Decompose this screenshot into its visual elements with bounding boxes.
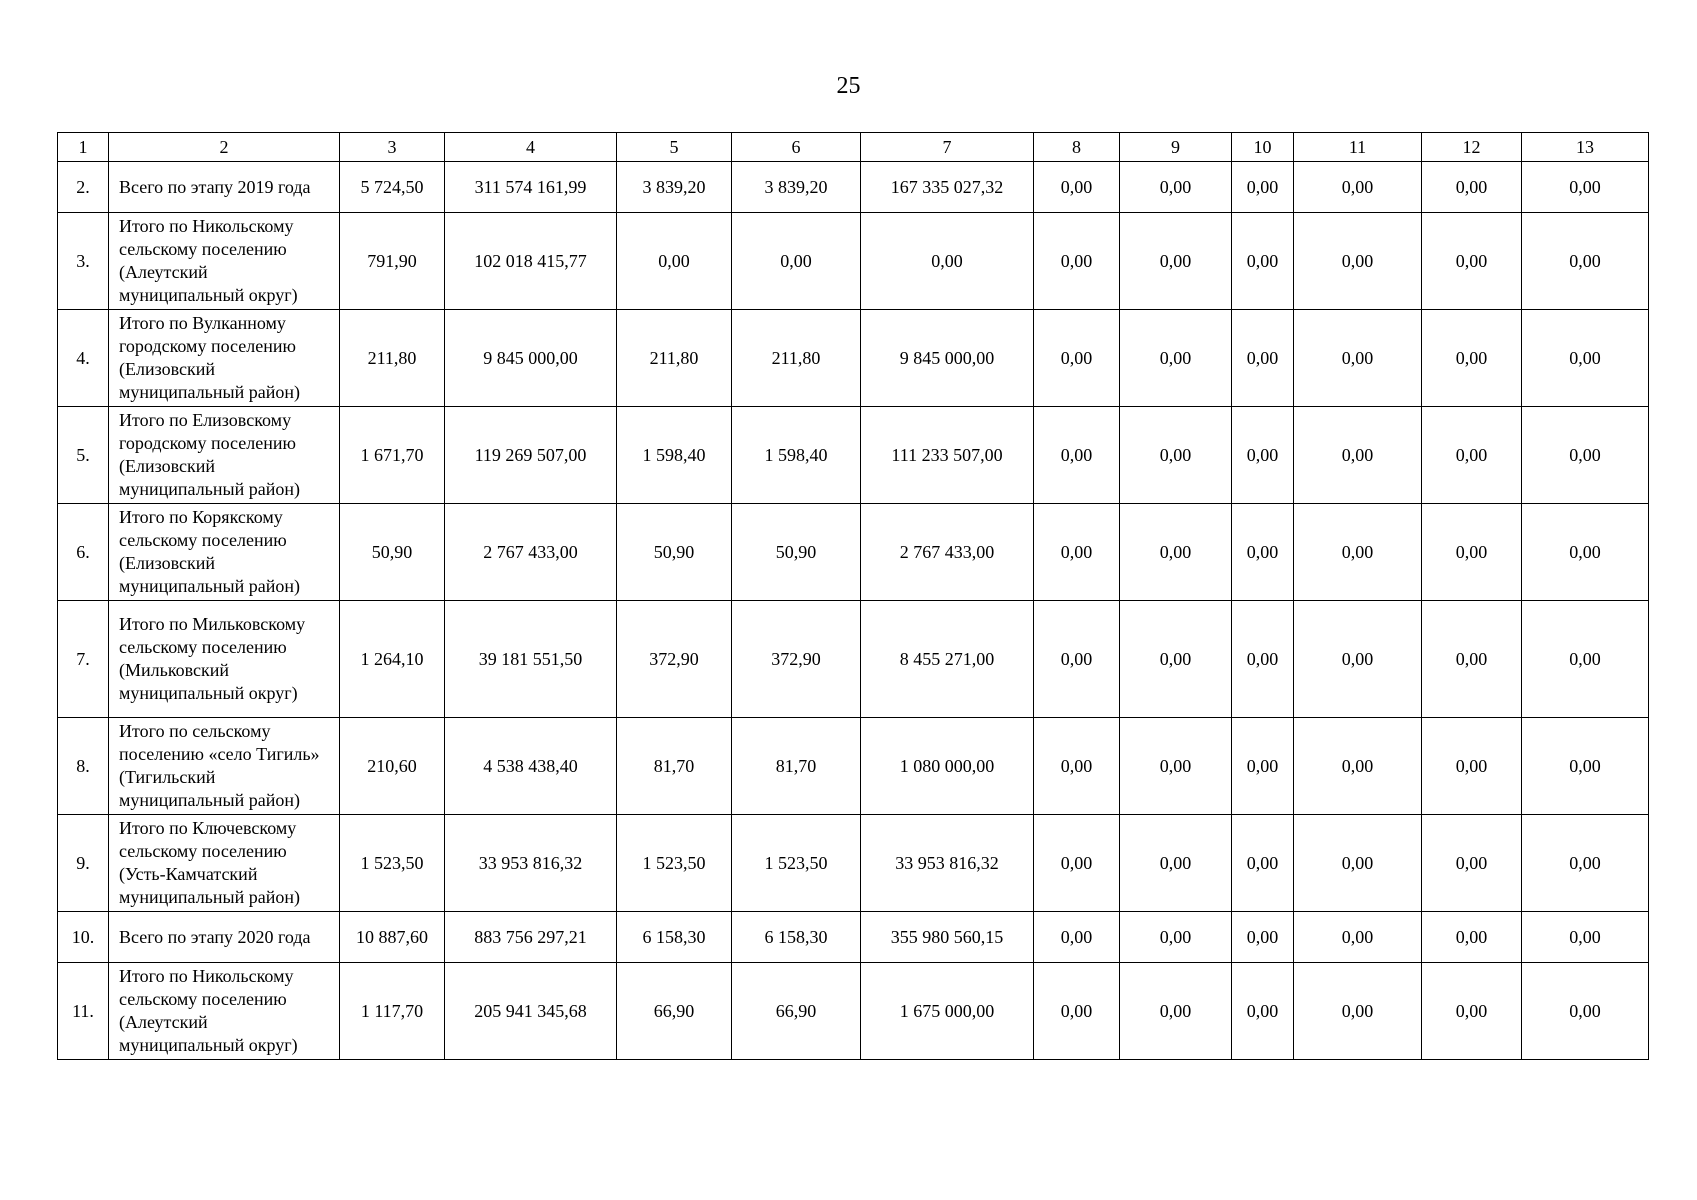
table-cell: 1 117,70 xyxy=(340,963,445,1060)
table-row xyxy=(58,718,1649,815)
table-cell: 0,00 xyxy=(1522,162,1649,213)
table-cell: 0,00 xyxy=(1034,963,1120,1060)
table-cell: 0,00 xyxy=(861,213,1034,310)
table-cell: 33 953 816,32 xyxy=(861,815,1034,912)
table-cell: 8 455 271,00 xyxy=(861,601,1034,718)
table-cell: 0,00 xyxy=(1120,963,1232,1060)
table-cell: 6 158,30 xyxy=(732,912,861,963)
header-cell: 1 xyxy=(58,133,109,162)
table-cell: 66,90 xyxy=(732,963,861,1060)
table-cell: 0,00 xyxy=(1422,912,1522,963)
table-cell: 205 941 345,68 xyxy=(445,963,617,1060)
header-cell: 7 xyxy=(861,133,1034,162)
table-cell: 311 574 161,99 xyxy=(445,162,617,213)
row-number-cell: 9. xyxy=(58,815,109,912)
table-cell: 0,00 xyxy=(1522,718,1649,815)
table-cell: 1 523,50 xyxy=(617,815,732,912)
table-cell: 10 887,60 xyxy=(340,912,445,963)
table-cell: 0,00 xyxy=(1294,162,1422,213)
table-cell: 4 538 438,40 xyxy=(445,718,617,815)
table-cell: 0,00 xyxy=(1522,601,1649,718)
table-cell: 0,00 xyxy=(1120,815,1232,912)
table-row xyxy=(58,407,1649,504)
table-cell: 0,00 xyxy=(1034,504,1120,601)
table-cell: 1 523,50 xyxy=(340,815,445,912)
row-name-cell: Итого по Ключевскому сельскому поселению (Усть-Камчатский муниципальный район) xyxy=(109,815,340,912)
row-number-cell: 8. xyxy=(58,718,109,815)
table-cell: 0,00 xyxy=(1422,601,1522,718)
table-cell: 9 845 000,00 xyxy=(445,310,617,407)
header-cell: 4 xyxy=(445,133,617,162)
table-cell: 0,00 xyxy=(1034,162,1120,213)
table-cell: 3 839,20 xyxy=(732,162,861,213)
row-number-cell: 11. xyxy=(58,963,109,1060)
table-cell: 211,80 xyxy=(340,310,445,407)
table-cell: 0,00 xyxy=(1232,912,1294,963)
table-cell: 0,00 xyxy=(1422,504,1522,601)
table-cell: 0,00 xyxy=(1120,310,1232,407)
table-cell: 0,00 xyxy=(1522,213,1649,310)
table-cell: 372,90 xyxy=(617,601,732,718)
table-cell: 0,00 xyxy=(1422,407,1522,504)
table-cell: 50,90 xyxy=(340,504,445,601)
table-cell: 0,00 xyxy=(1422,718,1522,815)
table-cell: 0,00 xyxy=(1294,407,1422,504)
table-cell: 0,00 xyxy=(1232,310,1294,407)
table-cell: 0,00 xyxy=(1294,601,1422,718)
row-name-cell: Итого по Никольскому сельскому поселению (Алеутский муниципальный округ) xyxy=(109,213,340,310)
row-name-cell: Всего по этапу 2020 года xyxy=(109,912,340,963)
table-cell: 5 724,50 xyxy=(340,162,445,213)
table-cell: 2 767 433,00 xyxy=(861,504,1034,601)
table-cell: 0,00 xyxy=(1422,310,1522,407)
table-cell: 0,00 xyxy=(1034,718,1120,815)
table-row xyxy=(58,963,1649,1060)
table-cell: 0,00 xyxy=(1422,213,1522,310)
row-name-cell: Итого по сельскому поселению «село Тигиль» (Тигильский муниципальный район) xyxy=(109,718,340,815)
row-name-cell: Итого по Вулканному городскому поселению (Елизовский муниципальный район) xyxy=(109,310,340,407)
header-cell: 8 xyxy=(1034,133,1120,162)
header-cell: 13 xyxy=(1522,133,1649,162)
table-cell: 0,00 xyxy=(1034,912,1120,963)
table-cell: 0,00 xyxy=(1522,504,1649,601)
table-cell: 33 953 816,32 xyxy=(445,815,617,912)
table-cell: 1 675 000,00 xyxy=(861,963,1034,1060)
row-number-cell: 3. xyxy=(58,213,109,310)
table-cell: 1 523,50 xyxy=(732,815,861,912)
table-cell: 0,00 xyxy=(1034,601,1120,718)
table-cell: 66,90 xyxy=(617,963,732,1060)
table-row xyxy=(58,162,1649,213)
table-cell: 167 335 027,32 xyxy=(861,162,1034,213)
table-row xyxy=(58,213,1649,310)
table-cell: 81,70 xyxy=(732,718,861,815)
table-cell: 0,00 xyxy=(1232,601,1294,718)
table-cell: 0,00 xyxy=(1522,310,1649,407)
table-cell: 119 269 507,00 xyxy=(445,407,617,504)
table-cell: 0,00 xyxy=(1522,912,1649,963)
row-number-cell: 4. xyxy=(58,310,109,407)
header-cell: 3 xyxy=(340,133,445,162)
table-cell: 1 598,40 xyxy=(732,407,861,504)
table-cell: 0,00 xyxy=(1294,912,1422,963)
table-cell: 0,00 xyxy=(1232,504,1294,601)
data-table xyxy=(57,132,1649,1060)
row-name-cell: Итого по Елизовскому городскому поселению (Елизовский муниципальный район) xyxy=(109,407,340,504)
header-cell: 5 xyxy=(617,133,732,162)
table-cell: 355 980 560,15 xyxy=(861,912,1034,963)
table-cell: 39 181 551,50 xyxy=(445,601,617,718)
header-cell: 6 xyxy=(732,133,861,162)
table-cell: 0,00 xyxy=(1120,912,1232,963)
table-cell: 0,00 xyxy=(1294,963,1422,1060)
table-cell: 0,00 xyxy=(1232,815,1294,912)
header-row xyxy=(58,133,1649,162)
table-cell: 0,00 xyxy=(1232,162,1294,213)
table-cell: 210,60 xyxy=(340,718,445,815)
table-cell: 0,00 xyxy=(1034,407,1120,504)
table-cell: 0,00 xyxy=(1232,407,1294,504)
table-cell: 50,90 xyxy=(617,504,732,601)
table-cell: 0,00 xyxy=(617,213,732,310)
table-cell: 2 767 433,00 xyxy=(445,504,617,601)
table-cell: 0,00 xyxy=(1232,213,1294,310)
table-cell: 0,00 xyxy=(1120,601,1232,718)
row-number-cell: 2. xyxy=(58,162,109,213)
table-cell: 0,00 xyxy=(1294,504,1422,601)
page-number: 25 xyxy=(836,73,861,99)
table-cell: 3 839,20 xyxy=(617,162,732,213)
table-cell: 0,00 xyxy=(1522,815,1649,912)
table-body xyxy=(58,133,1649,1060)
table-cell: 0,00 xyxy=(1120,407,1232,504)
table-cell: 0,00 xyxy=(1294,718,1422,815)
table-cell: 0,00 xyxy=(1232,718,1294,815)
table-cell: 883 756 297,21 xyxy=(445,912,617,963)
table-cell: 0,00 xyxy=(1294,213,1422,310)
table-cell: 0,00 xyxy=(1294,310,1422,407)
table-cell: 0,00 xyxy=(1422,162,1522,213)
row-number-cell: 6. xyxy=(58,504,109,601)
table-cell: 111 233 507,00 xyxy=(861,407,1034,504)
table-cell: 1 264,10 xyxy=(340,601,445,718)
table-cell: 50,90 xyxy=(732,504,861,601)
table-cell: 0,00 xyxy=(1120,504,1232,601)
table-cell: 0,00 xyxy=(1232,963,1294,1060)
row-number-cell: 7. xyxy=(58,601,109,718)
table-cell: 1 598,40 xyxy=(617,407,732,504)
table-cell: 0,00 xyxy=(1422,815,1522,912)
header-cell: 2 xyxy=(109,133,340,162)
table-cell: 1 080 000,00 xyxy=(861,718,1034,815)
table-cell: 0,00 xyxy=(1422,963,1522,1060)
header-cell: 11 xyxy=(1294,133,1422,162)
table-cell: 1 671,70 xyxy=(340,407,445,504)
table-cell: 0,00 xyxy=(1034,310,1120,407)
table-row xyxy=(58,912,1649,963)
row-number-cell: 10. xyxy=(58,912,109,963)
table-row xyxy=(58,601,1649,718)
table-row xyxy=(58,310,1649,407)
row-number-cell: 5. xyxy=(58,407,109,504)
table-cell: 0,00 xyxy=(1120,718,1232,815)
header-cell: 10 xyxy=(1232,133,1294,162)
table-cell: 211,80 xyxy=(732,310,861,407)
header-cell: 9 xyxy=(1120,133,1232,162)
table-row xyxy=(58,815,1649,912)
table-cell: 0,00 xyxy=(1120,162,1232,213)
table-cell: 0,00 xyxy=(1034,815,1120,912)
table-cell: 0,00 xyxy=(1522,407,1649,504)
table-cell: 0,00 xyxy=(1294,815,1422,912)
table-row xyxy=(58,504,1649,601)
table-cell: 0,00 xyxy=(732,213,861,310)
table-cell: 0,00 xyxy=(1034,213,1120,310)
table-cell: 372,90 xyxy=(732,601,861,718)
table-cell: 0,00 xyxy=(1120,213,1232,310)
table-cell: 211,80 xyxy=(617,310,732,407)
header-cell: 12 xyxy=(1422,133,1522,162)
table-cell: 0,00 xyxy=(1522,963,1649,1060)
table-cell: 9 845 000,00 xyxy=(861,310,1034,407)
table-cell: 81,70 xyxy=(617,718,732,815)
table-cell: 791,90 xyxy=(340,213,445,310)
row-name-cell: Всего по этапу 2019 года xyxy=(109,162,340,213)
row-name-cell: Итого по Корякскому сельскому поселению (Елизовский муниципальный район) xyxy=(109,504,340,601)
table-cell: 6 158,30 xyxy=(617,912,732,963)
row-name-cell: Итого по Никольскому сельскому поселению (Алеутский муниципальный округ) xyxy=(109,963,340,1060)
row-name-cell: Итого по Мильковскому сельскому поселению (Мильковский муниципальный округ) xyxy=(109,601,340,718)
table-cell: 102 018 415,77 xyxy=(445,213,617,310)
